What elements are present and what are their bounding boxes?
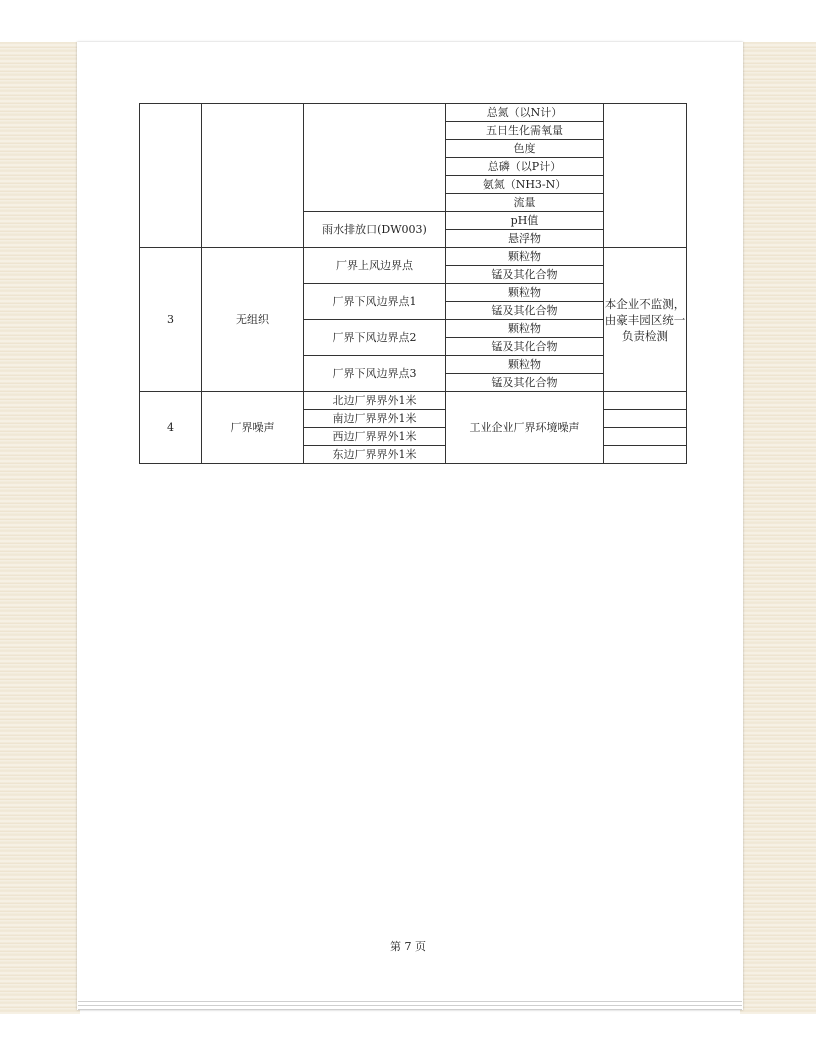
table-row (140, 392, 687, 410)
page-number: 第 7 页 (390, 940, 426, 953)
item-cell: 颗粒物 (446, 320, 604, 338)
item-cell: 工业企业厂界环境噪声 (446, 392, 604, 464)
paper-edge (78, 1001, 742, 1002)
point-cell: 西边厂界界外1米 (304, 428, 446, 446)
note-cell (604, 428, 687, 446)
monitoring-table (139, 103, 687, 464)
paper-edge (78, 1009, 742, 1010)
type-cell: 无组织 (202, 248, 304, 392)
item-cell: 总磷（以P计） (446, 158, 604, 176)
point-cell: 北边厂界界外1米 (304, 392, 446, 410)
note-cell (604, 410, 687, 428)
item-cell: 总氮（以N计） (446, 104, 604, 122)
seq-cell: 3 (140, 248, 202, 392)
point-cell: 东边厂界界外1米 (304, 446, 446, 464)
seq-cell (140, 104, 202, 248)
item-cell: 颗粒物 (446, 284, 604, 302)
point-cell: 厂界下风边界点1 (304, 284, 446, 320)
point-cell: 雨水排放口(DW003) (304, 212, 446, 248)
note-cell (604, 446, 687, 464)
point-cell: 厂界下风边界点2 (304, 320, 446, 356)
table-row (140, 104, 687, 122)
item-cell: 氨氮（NH3-N） (446, 176, 604, 194)
background-bottom (0, 1014, 816, 1056)
point-cell: 厂界上风边界点 (304, 248, 446, 284)
background-top (0, 0, 816, 42)
item-cell: 锰及其化合物 (446, 266, 604, 284)
item-cell: 悬浮物 (446, 230, 604, 248)
point-cell (304, 104, 446, 212)
table-row (140, 248, 687, 266)
background-left (0, 0, 80, 1056)
point-cell: 南边厂界界外1米 (304, 410, 446, 428)
item-cell: 流量 (446, 194, 604, 212)
note-cell (604, 392, 687, 410)
type-cell: 厂界噪声 (202, 392, 304, 464)
item-cell: 颗粒物 (446, 248, 604, 266)
note-cell (604, 104, 687, 248)
item-cell: 颗粒物 (446, 356, 604, 374)
item-cell: 锰及其化合物 (446, 302, 604, 320)
item-cell: 五日生化需氧量 (446, 122, 604, 140)
point-cell: 厂界下风边界点3 (304, 356, 446, 392)
paper-edge (78, 1005, 742, 1006)
item-cell: 锰及其化合物 (446, 374, 604, 392)
background-right (740, 0, 816, 1056)
item-cell: 色度 (446, 140, 604, 158)
seq-cell: 4 (140, 392, 202, 464)
item-cell: 锰及其化合物 (446, 338, 604, 356)
note-cell: 本企业不监测，由豪丰园区统一负责检测 (604, 248, 687, 392)
item-cell: pH值 (446, 212, 604, 230)
type-cell (202, 104, 304, 248)
